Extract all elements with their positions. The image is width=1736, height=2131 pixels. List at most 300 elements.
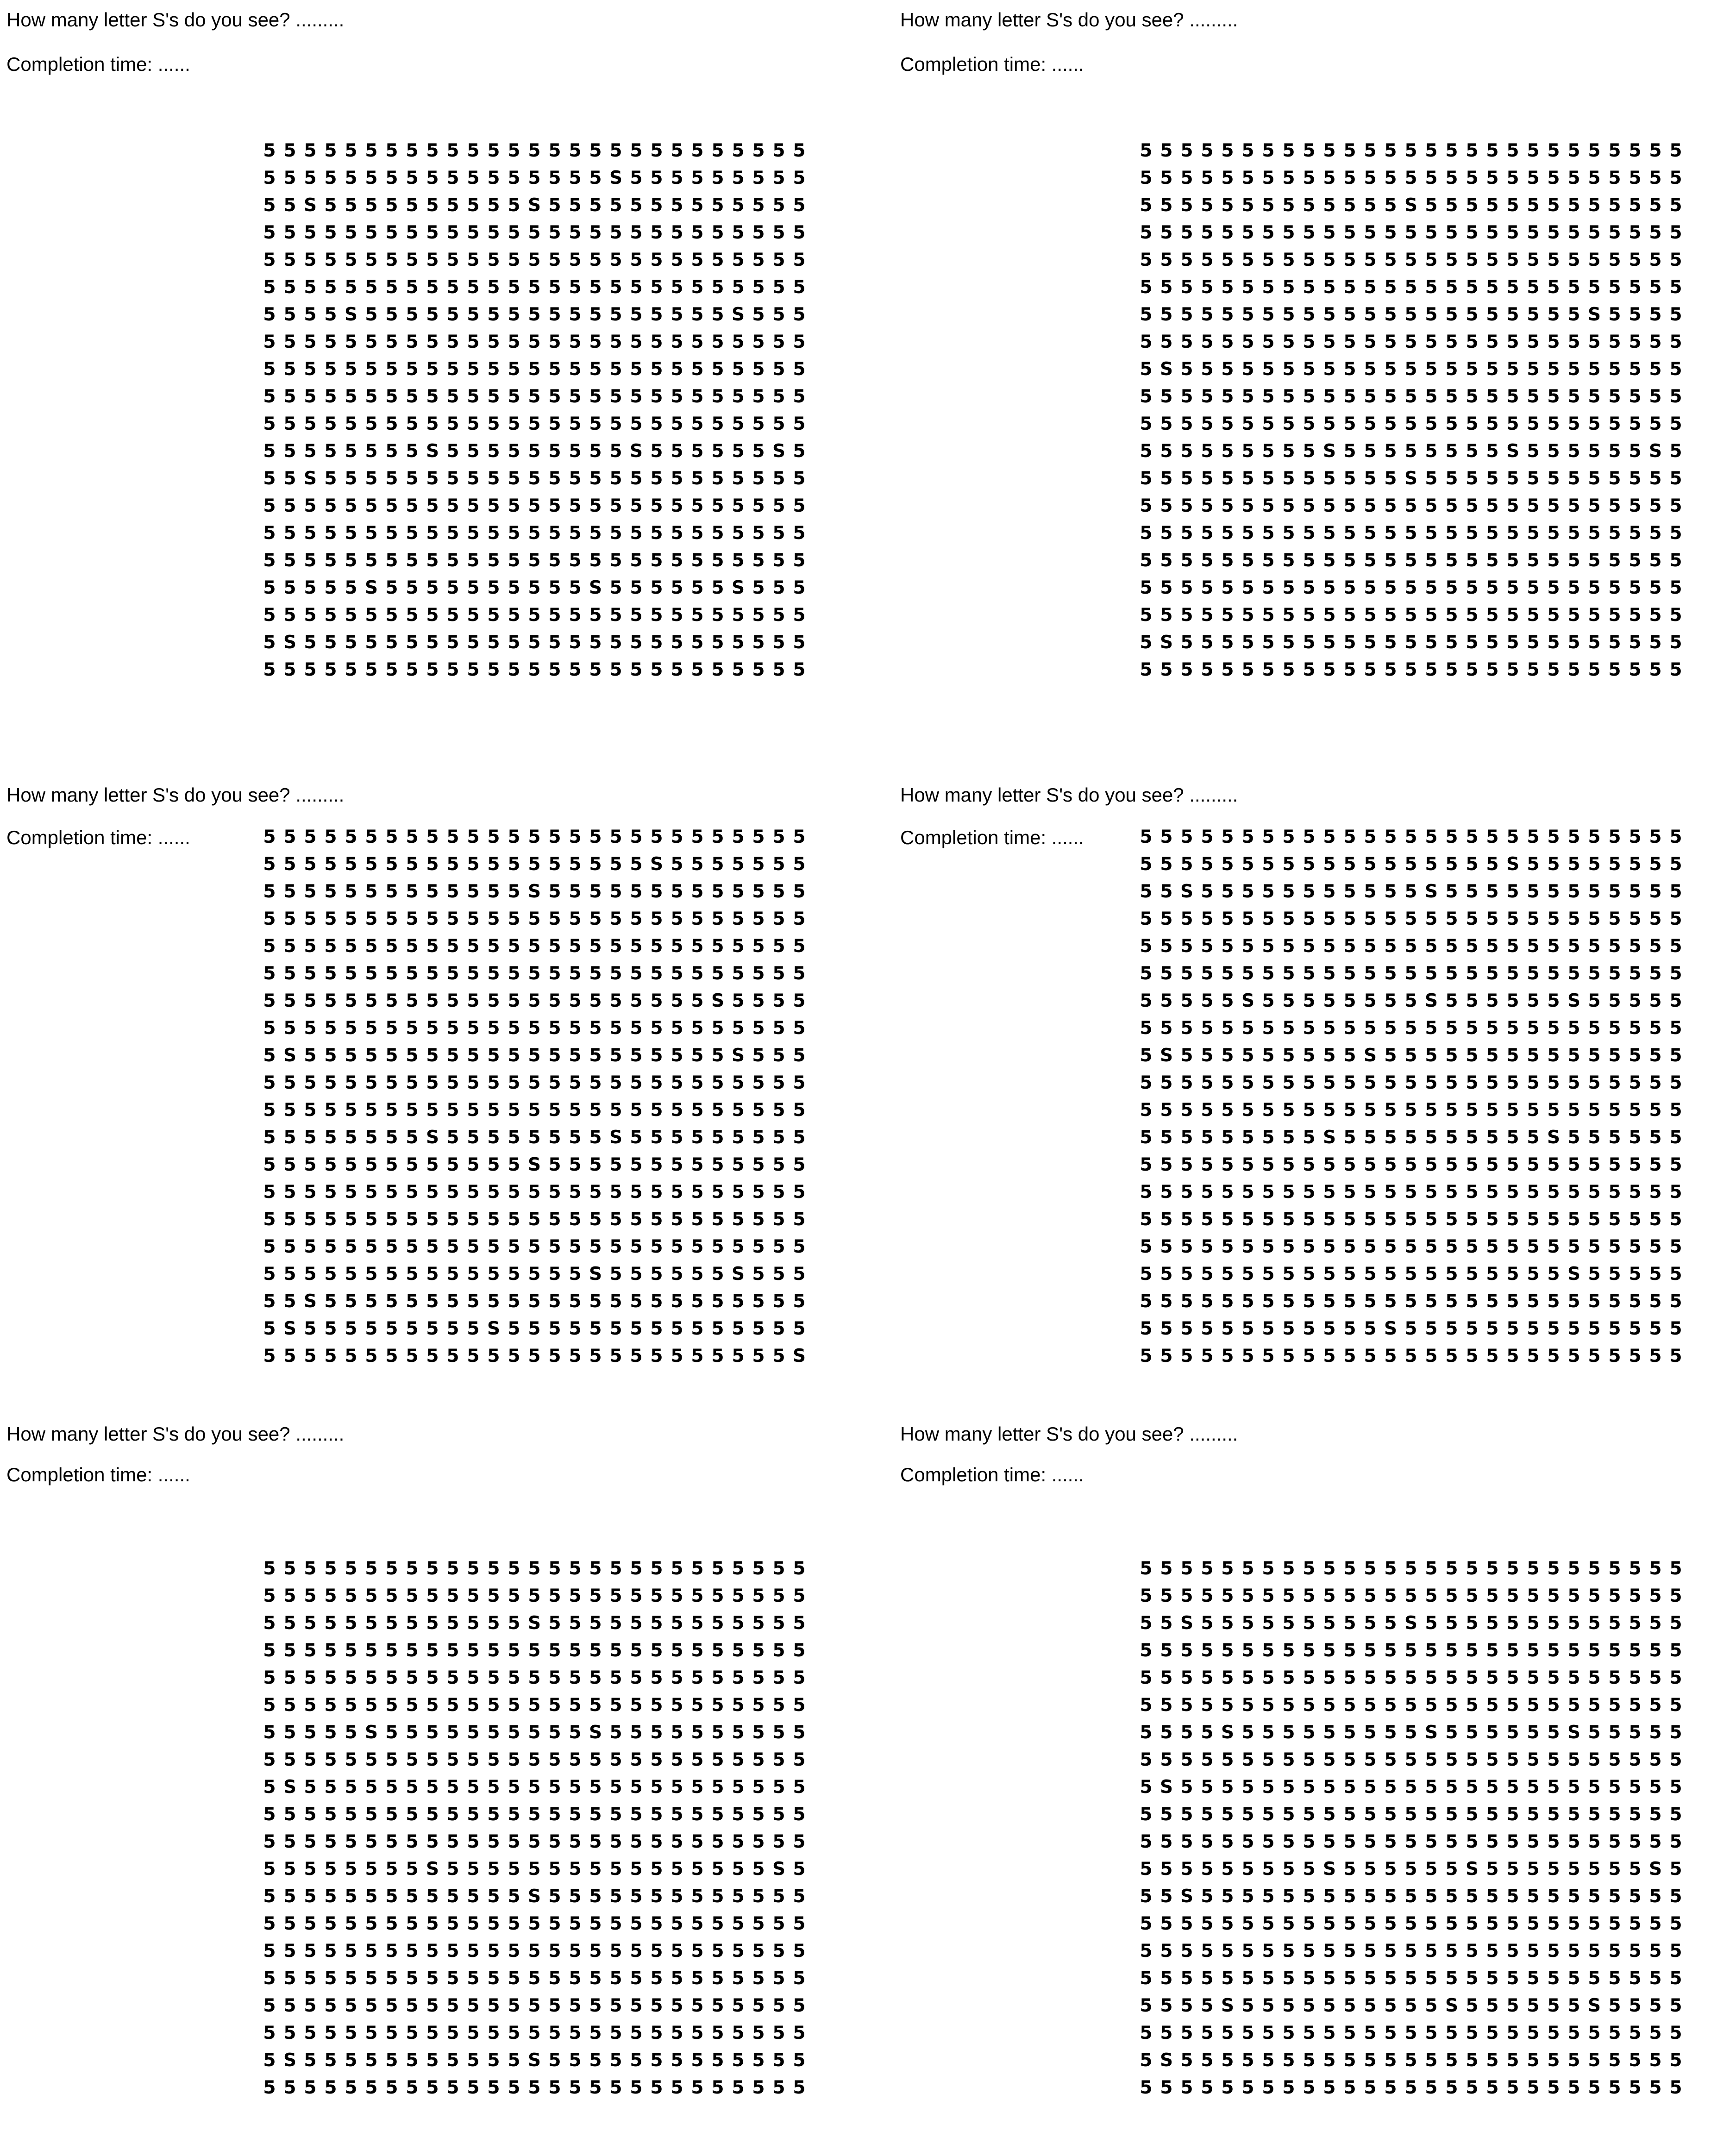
digit-5: 5 <box>1669 304 1682 325</box>
digit-5: 5 <box>732 1804 745 1825</box>
digit-5: 5 <box>548 1236 561 1257</box>
digit-5: 5 <box>1486 1154 1499 1175</box>
digit-5: 5 <box>1547 495 1560 516</box>
digit-5: 5 <box>467 1968 480 1989</box>
digit-5: 5 <box>1241 550 1254 571</box>
digit-5: 5 <box>711 659 724 680</box>
digit-5: 5 <box>630 990 643 1011</box>
letter-s: S <box>609 168 623 188</box>
digit-5: 5 <box>263 1749 276 1770</box>
digit-5: 5 <box>406 1640 419 1661</box>
digit-5: 5 <box>283 1722 296 1743</box>
digit-5: 5 <box>426 1968 439 1989</box>
digit-5: 5 <box>1262 332 1275 352</box>
digit-5: 5 <box>1506 277 1519 298</box>
grid-row <box>260 383 816 410</box>
digit-5: 5 <box>283 1886 296 1907</box>
digit-5: 5 <box>1608 1236 1621 1257</box>
digit-5: 5 <box>569 550 582 571</box>
digit-5: 5 <box>1506 1558 1519 1579</box>
digit-5: 5 <box>1303 386 1316 407</box>
digit-5: 5 <box>1221 827 1234 847</box>
digit-5: 5 <box>1608 632 1621 653</box>
digit-5: 5 <box>487 277 500 298</box>
digit-5: 5 <box>426 1100 439 1121</box>
digit-5: 5 <box>345 827 357 847</box>
digit-5: 5 <box>1486 936 1499 957</box>
digit-5: 5 <box>1343 1264 1356 1285</box>
digit-5: 5 <box>1160 1886 1173 1907</box>
digit-5: 5 <box>1486 1346 1499 1366</box>
digit-5: 5 <box>1649 414 1662 434</box>
digit-5: 5 <box>1608 222 1621 243</box>
digit-5: 5 <box>365 1264 378 1285</box>
digit-5: 5 <box>1649 1749 1662 1770</box>
digit-5: 5 <box>1303 1558 1316 1579</box>
digit-5: 5 <box>345 1318 357 1339</box>
digit-5: 5 <box>263 1586 276 1606</box>
digit-5: 5 <box>671 1859 683 1880</box>
digit-5: 5 <box>1221 881 1234 902</box>
digit-5: 5 <box>1506 1291 1519 1312</box>
digit-5: 5 <box>1160 1182 1173 1203</box>
digit-5: 5 <box>1567 1182 1580 1203</box>
digit-5: 5 <box>1140 523 1153 544</box>
digit-5: 5 <box>1506 1613 1519 1634</box>
digit-5: 5 <box>1588 909 1601 929</box>
digit-5: 5 <box>772 1291 785 1312</box>
digit-5: 5 <box>772 936 785 957</box>
digit-5: 5 <box>345 414 357 434</box>
grid-row <box>260 1774 816 1801</box>
digit-5: 5 <box>1262 827 1275 847</box>
digit-5: 5 <box>630 222 643 243</box>
digit-5: 5 <box>732 1886 745 1907</box>
digit-5: 5 <box>446 1586 459 1606</box>
digit-5: 5 <box>1323 1695 1336 1716</box>
digit-5: 5 <box>1608 359 1621 380</box>
digit-5: 5 <box>1649 1586 1662 1606</box>
digit-5: 5 <box>793 1640 806 1661</box>
digit-5: 5 <box>1384 1291 1397 1312</box>
digit-5: 5 <box>1466 523 1479 544</box>
digit-5: 5 <box>1221 386 1234 407</box>
digit-5: 5 <box>283 1749 296 1770</box>
digit-5: 5 <box>385 1264 398 1285</box>
digit-5: 5 <box>1669 1831 1682 1852</box>
digit-5: 5 <box>671 1154 683 1175</box>
digit-5: 5 <box>1343 1100 1356 1121</box>
digit-5: 5 <box>1262 963 1275 984</box>
digit-5: 5 <box>1486 605 1499 626</box>
digit-5: 5 <box>508 1586 520 1606</box>
digit-5: 5 <box>1466 1072 1479 1093</box>
digit-5: 5 <box>1404 1913 1417 1934</box>
digit-5: 5 <box>1364 414 1377 434</box>
digit-5: 5 <box>365 1558 378 1579</box>
digit-5: 5 <box>1384 1749 1397 1770</box>
digit-5: 5 <box>1669 1346 1682 1366</box>
digit-5: 5 <box>1486 1695 1499 1716</box>
digit-5: 5 <box>1343 659 1356 680</box>
digit-5: 5 <box>1608 827 1621 847</box>
digit-5: 5 <box>1445 632 1458 653</box>
digit-5: 5 <box>1343 1968 1356 1989</box>
digit-5: 5 <box>732 881 745 902</box>
digit-5: 5 <box>793 1127 806 1148</box>
digit-5: 5 <box>508 1995 520 2016</box>
digit-5: 5 <box>1588 1291 1601 1312</box>
digit-5: 5 <box>1567 359 1580 380</box>
digit-5: 5 <box>1404 1640 1417 1661</box>
digit-5: 5 <box>1547 2050 1560 2071</box>
digit-5: 5 <box>1262 550 1275 571</box>
digit-5: 5 <box>1201 881 1214 902</box>
digit-5: 5 <box>1445 277 1458 298</box>
digit-5: 5 <box>1445 1127 1458 1148</box>
digit-5: 5 <box>1629 1291 1642 1312</box>
digit-5: 5 <box>548 1695 561 1716</box>
digit-5: 5 <box>1486 909 1499 929</box>
grid-row <box>260 1801 816 1828</box>
digit-5: 5 <box>1241 1695 1254 1716</box>
digit-5: 5 <box>1629 332 1642 352</box>
digit-5: 5 <box>1629 2077 1642 2098</box>
digit-5: 5 <box>793 495 806 516</box>
digit-5: 5 <box>752 1209 765 1230</box>
digit-5: 5 <box>446 632 459 653</box>
digit-5: 5 <box>793 605 806 626</box>
digit-5: 5 <box>263 1072 276 1093</box>
digit-5: 5 <box>1629 1236 1642 1257</box>
digit-5: 5 <box>630 168 643 188</box>
digit-5: 5 <box>793 1236 806 1257</box>
digit-5: 5 <box>1649 1968 1662 1989</box>
digit-5: 5 <box>1160 1640 1173 1661</box>
digit-5: 5 <box>1221 990 1234 1011</box>
digit-5: 5 <box>650 632 663 653</box>
digit-5: 5 <box>1547 1749 1560 1770</box>
digit-5: 5 <box>365 1613 378 1634</box>
digit-5: 5 <box>1140 550 1153 571</box>
digit-5: 5 <box>1588 359 1601 380</box>
digit-5: 5 <box>467 523 480 544</box>
digit-5: 5 <box>1303 195 1316 216</box>
digit-5: 5 <box>650 468 663 489</box>
digit-5: 5 <box>487 1586 500 1606</box>
grid-row <box>1137 356 1692 383</box>
digit-5: 5 <box>1527 1886 1540 1907</box>
digit-5: 5 <box>1180 2050 1193 2071</box>
digit-5: 5 <box>1466 277 1479 298</box>
digit-5: 5 <box>630 1072 643 1093</box>
digit-5: 5 <box>711 1968 724 1989</box>
digit-5: 5 <box>1221 550 1234 571</box>
digit-5: 5 <box>1567 2023 1580 2043</box>
digit-5: 5 <box>691 854 704 875</box>
digit-5: 5 <box>1404 1831 1417 1852</box>
digit-5: 5 <box>304 936 317 957</box>
digit-5: 5 <box>691 827 704 847</box>
digit-5: 5 <box>528 550 541 571</box>
digit-5: 5 <box>1588 1722 1601 1743</box>
digit-5: 5 <box>1303 2023 1316 2043</box>
digit-5: 5 <box>487 140 500 161</box>
digit-5: 5 <box>1262 2077 1275 2098</box>
digit-5: 5 <box>1547 659 1560 680</box>
digit-5: 5 <box>1466 386 1479 407</box>
digit-5: 5 <box>467 1318 480 1339</box>
digit-5: 5 <box>650 495 663 516</box>
digit-5: 5 <box>772 304 785 325</box>
digit-5: 5 <box>385 1072 398 1093</box>
digit-5: 5 <box>1384 1154 1397 1175</box>
digit-5: 5 <box>548 1264 561 1285</box>
digit-5: 5 <box>732 1127 745 1148</box>
digit-5: 5 <box>467 441 480 462</box>
digit-5: 5 <box>1323 1749 1336 1770</box>
letter-s: S <box>1424 1722 1438 1743</box>
digit-5: 5 <box>793 332 806 352</box>
digit-5: 5 <box>691 605 704 626</box>
digit-5: 5 <box>1343 523 1356 544</box>
digit-5: 5 <box>630 1291 643 1312</box>
digit-5: 5 <box>1669 936 1682 957</box>
digit-5: 5 <box>1221 1777 1234 1798</box>
digit-5: 5 <box>263 332 276 352</box>
digit-5: 5 <box>406 605 419 626</box>
digit-5: 5 <box>711 304 724 325</box>
digit-5: 5 <box>752 1558 765 1579</box>
digit-5: 5 <box>1262 632 1275 653</box>
digit-5: 5 <box>508 1913 520 1934</box>
digit-5: 5 <box>772 195 785 216</box>
digit-5: 5 <box>345 577 357 598</box>
digit-5: 5 <box>1364 332 1377 352</box>
digit-5: 5 <box>1669 414 1682 434</box>
digit-5: 5 <box>487 195 500 216</box>
digit-5: 5 <box>732 386 745 407</box>
digit-5: 5 <box>1221 1941 1234 1962</box>
digit-5: 5 <box>1180 827 1193 847</box>
digit-5: 5 <box>589 1291 602 1312</box>
digit-5: 5 <box>1608 1640 1621 1661</box>
digit-5: 5 <box>1506 523 1519 544</box>
digit-5: 5 <box>304 1100 317 1121</box>
digit-5: 5 <box>1303 332 1316 352</box>
digit-5: 5 <box>548 1995 561 2016</box>
digit-5: 5 <box>1140 827 1153 847</box>
digit-5: 5 <box>385 359 398 380</box>
digit-5: 5 <box>508 1182 520 1203</box>
digit-5: 5 <box>1445 1695 1458 1716</box>
digit-5: 5 <box>1506 632 1519 653</box>
digit-5: 5 <box>793 1722 806 1743</box>
digit-5: 5 <box>1201 1968 1214 1989</box>
digit-5: 5 <box>263 1722 276 1743</box>
digit-5: 5 <box>1608 1264 1621 1285</box>
digit-5: 5 <box>1201 1264 1214 1285</box>
digit-5: 5 <box>650 414 663 434</box>
digit-5: 5 <box>1527 140 1540 161</box>
digit-5: 5 <box>548 827 561 847</box>
grid-row <box>1137 1610 1692 1637</box>
digit-5: 5 <box>671 277 683 298</box>
digit-5: 5 <box>1486 523 1499 544</box>
digit-5: 5 <box>487 605 500 626</box>
digit-5: 5 <box>1303 1613 1316 1634</box>
digit-5: 5 <box>487 1127 500 1148</box>
digit-5: 5 <box>691 990 704 1011</box>
digit-5: 5 <box>487 1995 500 2016</box>
digit-5: 5 <box>467 1586 480 1606</box>
digit-5: 5 <box>1201 1236 1214 1257</box>
digit-5: 5 <box>1262 1586 1275 1606</box>
digit-5: 5 <box>1588 140 1601 161</box>
digit-5: 5 <box>1323 1640 1336 1661</box>
digit-5: 5 <box>324 1018 337 1039</box>
digit-5: 5 <box>1486 990 1499 1011</box>
digit-5: 5 <box>263 1804 276 1825</box>
digit-5: 5 <box>1486 1264 1499 1285</box>
digit-5: 5 <box>1527 2077 1540 2098</box>
digit-5: 5 <box>569 1586 582 1606</box>
digit-5: 5 <box>304 1264 317 1285</box>
digit-5: 5 <box>1140 414 1153 434</box>
digit-5: 5 <box>569 1127 582 1148</box>
grid-row <box>1137 219 1692 246</box>
digit-5: 5 <box>385 990 398 1011</box>
digit-5: 5 <box>1649 1264 1662 1285</box>
digit-5: 5 <box>1608 140 1621 161</box>
digit-5: 5 <box>467 1264 480 1285</box>
grid-row <box>1137 1260 1692 1288</box>
grid-row <box>260 1965 816 1992</box>
digit-5: 5 <box>426 1209 439 1230</box>
digit-5: 5 <box>426 1558 439 1579</box>
digit-5: 5 <box>1323 2023 1336 2043</box>
digit-5: 5 <box>793 1749 806 1770</box>
digit-5: 5 <box>1160 332 1173 352</box>
digit-5: 5 <box>1404 359 1417 380</box>
digit-5: 5 <box>1303 1831 1316 1852</box>
digit-5: 5 <box>1364 1018 1377 1039</box>
digit-5: 5 <box>1466 659 1479 680</box>
digit-5: 5 <box>467 222 480 243</box>
digit-5: 5 <box>711 1995 724 2016</box>
digit-5: 5 <box>446 195 459 216</box>
digit-5: 5 <box>671 359 683 380</box>
letter-s: S <box>527 1154 541 1175</box>
digit-5: 5 <box>793 250 806 270</box>
digit-5: 5 <box>650 359 663 380</box>
digit-5: 5 <box>1303 1777 1316 1798</box>
digit-5: 5 <box>752 1586 765 1606</box>
digit-5: 5 <box>1282 1613 1295 1634</box>
digit-5: 5 <box>1140 1749 1153 1770</box>
digit-5: 5 <box>1201 990 1214 1011</box>
digit-5: 5 <box>324 1804 337 1825</box>
digit-5: 5 <box>752 414 765 434</box>
digit-5: 5 <box>263 1209 276 1230</box>
digit-5: 5 <box>569 1941 582 1962</box>
digit-5: 5 <box>1282 1154 1295 1175</box>
grid-row <box>260 1178 816 1206</box>
digit-5: 5 <box>1241 2023 1254 2043</box>
digit-5: 5 <box>263 414 276 434</box>
digit-5: 5 <box>365 2077 378 2098</box>
digit-5: 5 <box>1466 936 1479 957</box>
digit-5: 5 <box>1140 1018 1153 1039</box>
digit-5: 5 <box>548 414 561 434</box>
digit-5: 5 <box>1262 2023 1275 2043</box>
digit-5: 5 <box>508 386 520 407</box>
digit-5: 5 <box>1567 827 1580 847</box>
digit-5: 5 <box>324 304 337 325</box>
digit-5: 5 <box>691 1291 704 1312</box>
digit-5: 5 <box>752 936 765 957</box>
digit-5: 5 <box>1567 1886 1580 1907</box>
digit-5: 5 <box>345 140 357 161</box>
digit-5: 5 <box>548 332 561 352</box>
digit-5: 5 <box>711 1154 724 1175</box>
digit-5: 5 <box>508 1667 520 1688</box>
digit-5: 5 <box>752 304 765 325</box>
digit-5: 5 <box>1221 523 1234 544</box>
digit-5: 5 <box>589 1859 602 1880</box>
digit-5: 5 <box>508 1558 520 1579</box>
digit-5: 5 <box>467 1100 480 1121</box>
digit-5: 5 <box>1282 523 1295 544</box>
digit-5: 5 <box>609 1749 622 1770</box>
digit-5: 5 <box>630 1968 643 1989</box>
digit-5: 5 <box>426 168 439 188</box>
digit-5: 5 <box>263 2077 276 2098</box>
digit-5: 5 <box>1180 1127 1193 1148</box>
digit-5: 5 <box>609 1941 622 1962</box>
digit-5: 5 <box>711 1804 724 1825</box>
digit-5: 5 <box>548 1318 561 1339</box>
digit-5: 5 <box>1180 1695 1193 1716</box>
digit-5: 5 <box>1384 1777 1397 1798</box>
digit-5: 5 <box>1241 1045 1254 1066</box>
digit-5: 5 <box>671 168 683 188</box>
digit-5: 5 <box>1303 1995 1316 2016</box>
digit-5: 5 <box>345 441 357 462</box>
digit-5: 5 <box>1323 990 1336 1011</box>
digit-5: 5 <box>691 1722 704 1743</box>
digit-5: 5 <box>1608 1291 1621 1312</box>
digit-5: 5 <box>569 854 582 875</box>
letter-s: S <box>283 2050 297 2071</box>
digit-5: 5 <box>263 990 276 1011</box>
digit-5: 5 <box>1364 827 1377 847</box>
digit-5: 5 <box>304 1182 317 1203</box>
digit-5: 5 <box>1241 1640 1254 1661</box>
digit-5: 5 <box>1282 1777 1295 1798</box>
grid-row <box>1137 1555 1692 1582</box>
digit-5: 5 <box>1343 990 1356 1011</box>
digit-5: 5 <box>324 881 337 902</box>
digit-5: 5 <box>630 1859 643 1880</box>
digit-5: 5 <box>304 250 317 270</box>
digit-5: 5 <box>467 1695 480 1716</box>
digit-5: 5 <box>1140 1558 1153 1579</box>
digit-5: 5 <box>732 1613 745 1634</box>
digit-5: 5 <box>1343 1072 1356 1093</box>
digit-5: 5 <box>467 332 480 352</box>
digit-5: 5 <box>304 1346 317 1366</box>
